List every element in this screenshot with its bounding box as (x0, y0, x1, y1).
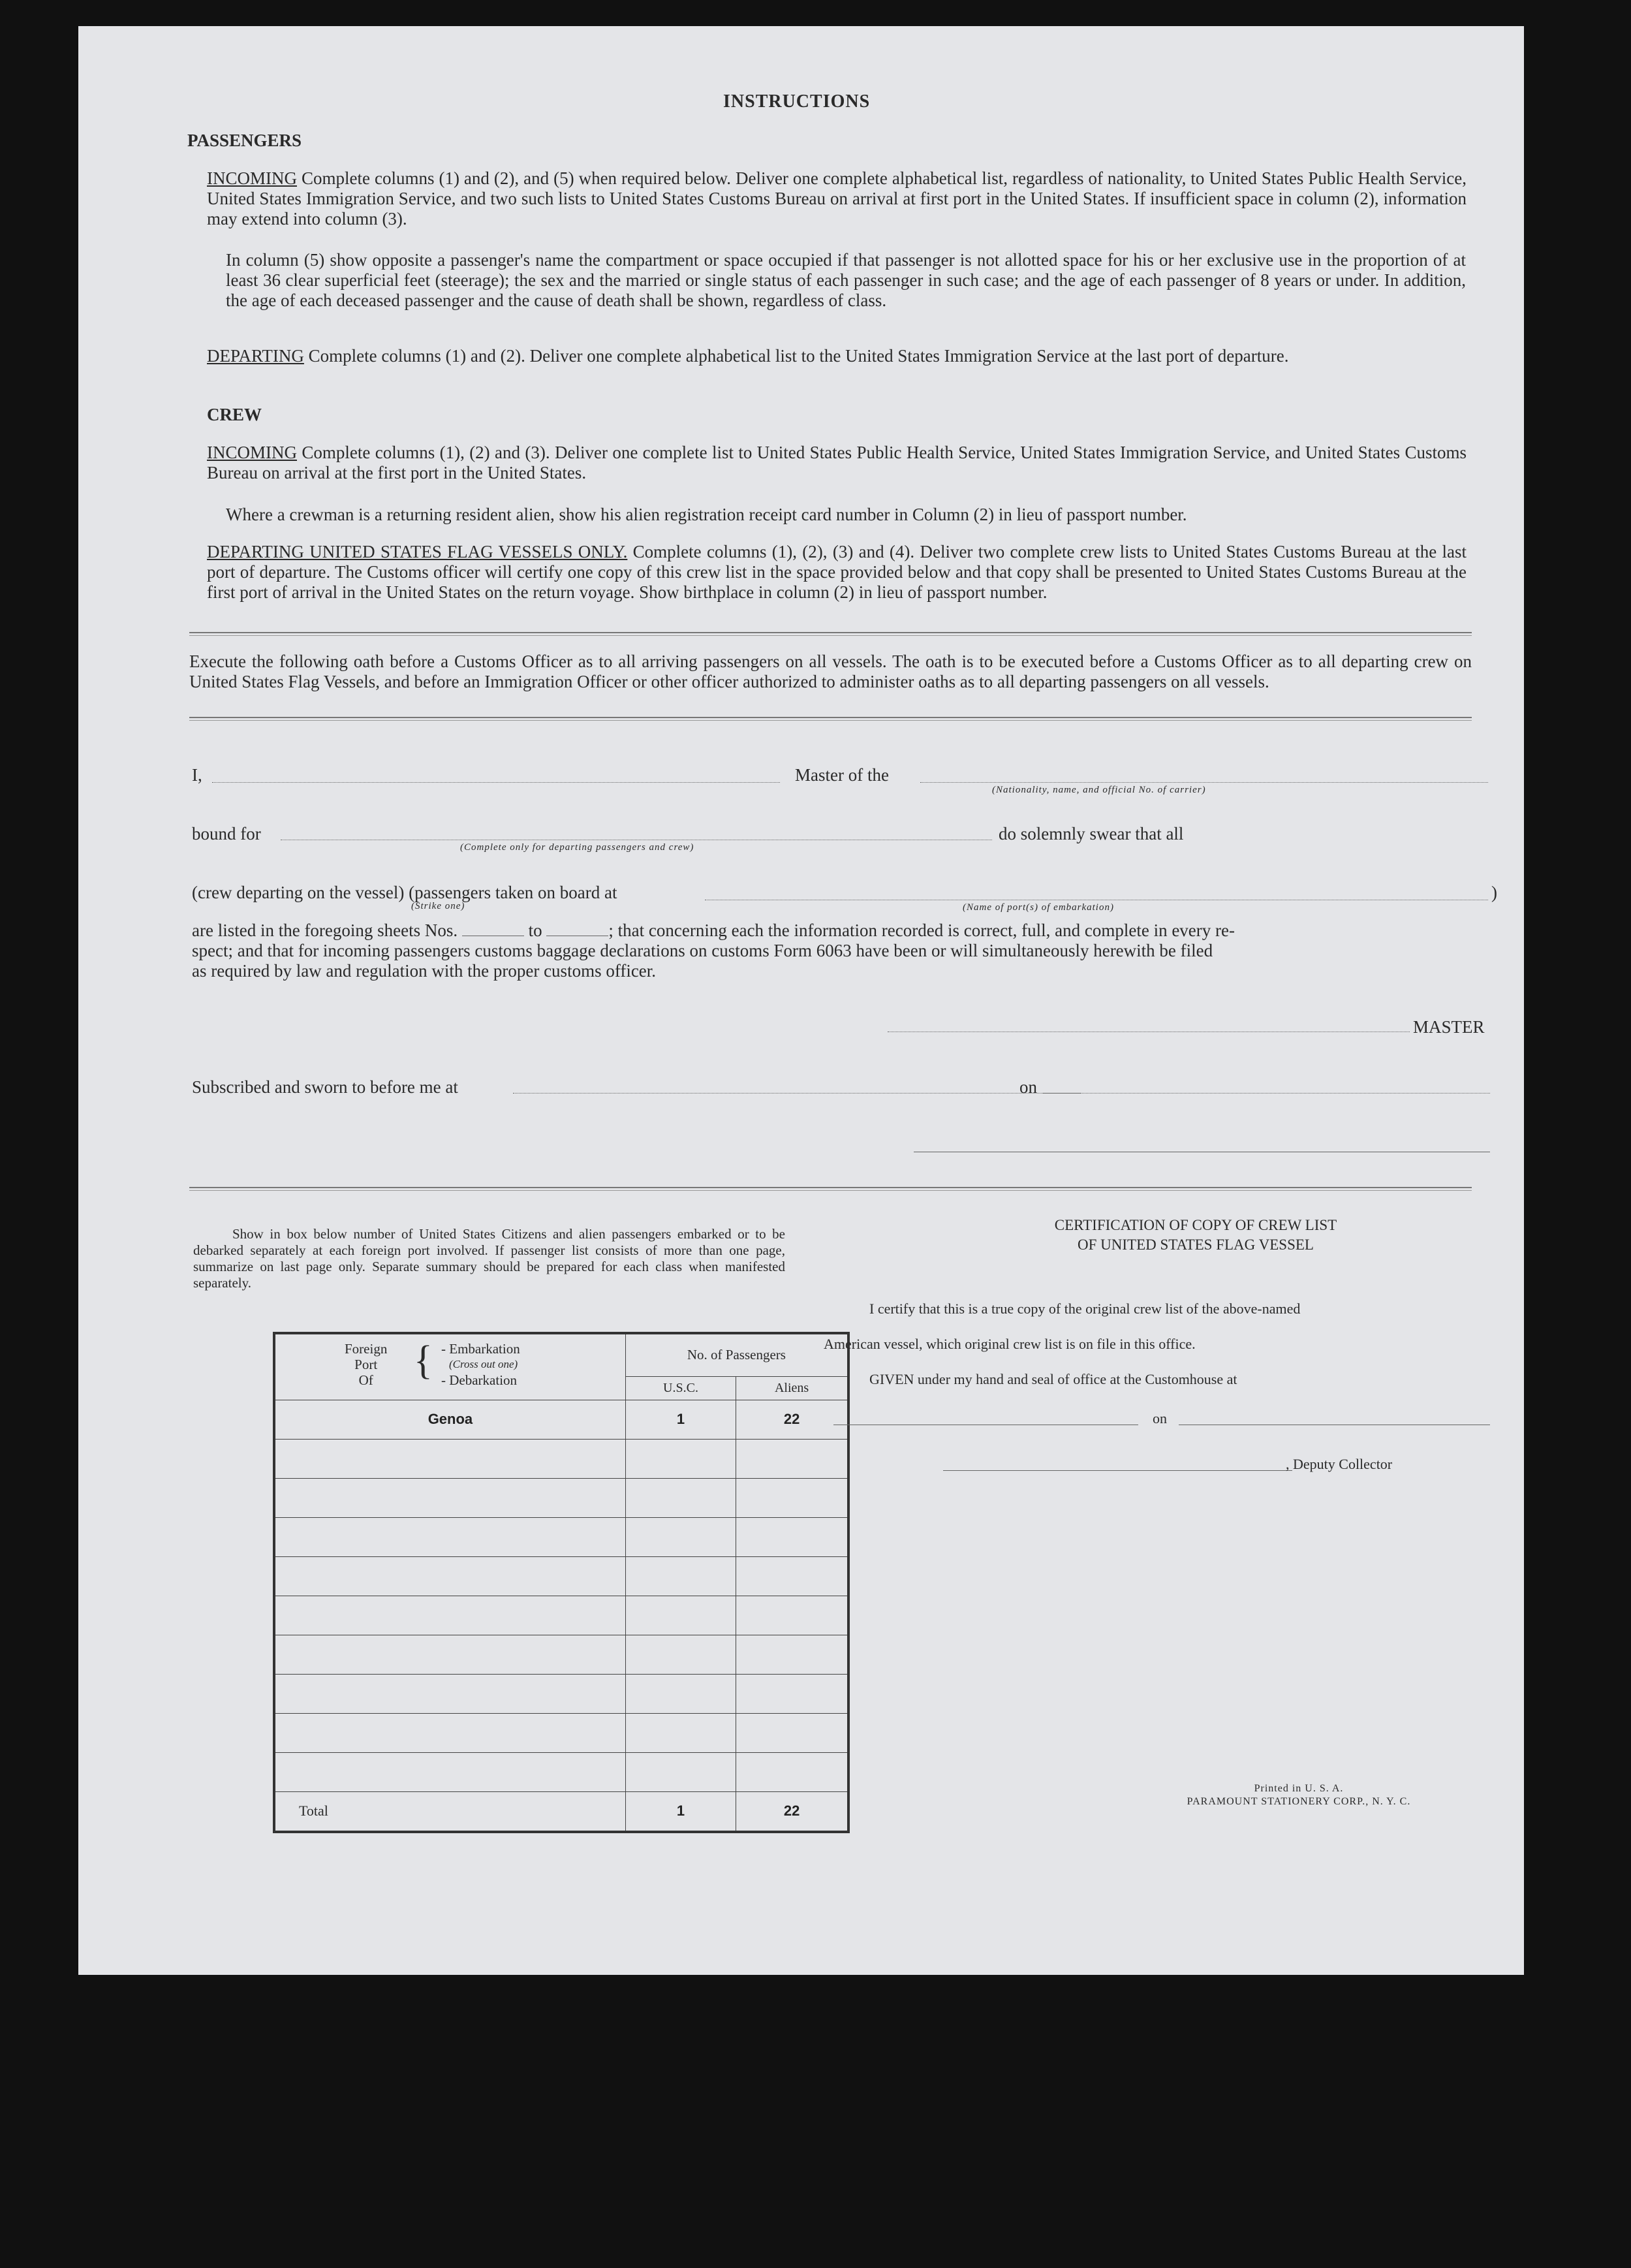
port-cell[interactable] (274, 1752, 625, 1791)
passengers-heading: PASSENGERS (187, 131, 302, 150)
total-row (274, 1791, 848, 1832)
returning-alien-paragraph: Where a crewman is a returning resident alien, show his alien registration receipt card number in Column (2) in lieu of passport number. (226, 505, 1187, 524)
port-cell[interactable] (274, 1478, 625, 1517)
total-label: Total (274, 1791, 625, 1832)
sworn-on-label: on (1019, 1077, 1037, 1097)
master-name-field[interactable] (212, 782, 780, 783)
passengers-incoming-paragraph (207, 168, 1467, 229)
table-row (274, 1752, 848, 1791)
sworn-date-field[interactable] (1043, 1093, 1490, 1094)
usc-cell[interactable] (625, 1752, 736, 1791)
strike-one-caption: (Strike one) (411, 901, 465, 911)
passengers-departing-paragraph (207, 346, 1467, 366)
usc-cell[interactable] (625, 1596, 736, 1635)
table-row (274, 1674, 848, 1713)
usc-cell[interactable] (625, 1478, 736, 1517)
incoming-label: INCOMING (207, 168, 297, 188)
deputy-collector-label: , Deputy Collector (1286, 1456, 1393, 1472)
usc-header: U.S.C. (625, 1376, 736, 1400)
departing-text: Complete columns (1) and (2). Deliver one complete alphabetical list to the United States Immigration Service at the last port of departure. (308, 346, 1289, 366)
usc-cell[interactable] (625, 1713, 736, 1752)
listed-to: to (528, 921, 542, 940)
usc-cell[interactable] (625, 1635, 736, 1674)
listed-text-a: are listed in the foregoing sheets Nos. (192, 921, 458, 940)
table-row (274, 1517, 848, 1556)
table-row (274, 1713, 848, 1752)
crew-departing-text: (crew departing on the vessel) (passengers taken on board at (192, 883, 617, 902)
table-row (274, 1439, 848, 1478)
certification-title-line2: OF UNITED STATES FLAG VESSEL (1078, 1236, 1314, 1253)
carrier-field[interactable] (920, 782, 1488, 783)
aliens-cell[interactable]: 22 (736, 1400, 848, 1439)
port-cell[interactable]: Genoa (274, 1400, 625, 1439)
usc-cell[interactable] (625, 1556, 736, 1596)
of-label: Of (358, 1372, 373, 1388)
aliens-cell[interactable] (736, 1596, 848, 1635)
cross-out-note: (Cross out one) (449, 1358, 518, 1370)
port-cell[interactable] (274, 1635, 625, 1674)
table-row (274, 1478, 848, 1517)
listed-sheets-text (192, 921, 1478, 981)
foreign-label: Foreign (345, 1341, 388, 1357)
printer-imprint (1074, 1782, 1524, 1808)
listed-text-b: ; that concerning each the information recorded is correct, full, and complete in every re- (608, 921, 1235, 940)
divider (189, 632, 1472, 636)
certify-line1: I certify that this is a true copy of the original crew list of the above-named (869, 1300, 1301, 1317)
usc-cell[interactable] (625, 1674, 736, 1713)
listed-text-c: spect; and that for incoming passengers customs baggage declarations on customs Form 6063 have been or will simultaneously herewith be filed (192, 941, 1213, 960)
table-row (274, 1635, 848, 1674)
listed-text-d: as required by law and regulation with the proper customs officer. (192, 961, 657, 981)
aliens-cell[interactable] (736, 1635, 848, 1674)
column5-paragraph: In column (5) show opposite a passenger's name the compartment or space occupied if that passenger is not allotted space for his or her exclusive use in the proportion of at least 36 clear superficial feet (steerage); the sex and the married or single status of each passenger in such case; and the age of each passenger of 8 years or under. In addition, the age of each deceased passenger and the cause of death shall be shown, regardless of class. (226, 250, 1466, 310)
debarkation-option[interactable]: - Debarkation (441, 1372, 518, 1388)
aliens-cell[interactable] (736, 1439, 848, 1478)
given-text: GIVEN under my hand and seal of office at the Customhouse at (869, 1371, 1237, 1387)
port-header-cell (274, 1333, 625, 1400)
port-cell[interactable] (274, 1713, 625, 1752)
crew-incoming-label: INCOMING (207, 443, 297, 462)
total-usc-cell[interactable]: 1 (625, 1791, 736, 1832)
certification-title (948, 1216, 1444, 1255)
divider (189, 717, 1472, 721)
cert-on-label: on (1153, 1410, 1167, 1426)
usc-cell[interactable]: 1 (625, 1400, 736, 1439)
total-aliens-cell[interactable]: 22 (736, 1791, 848, 1832)
deputy-signature-field[interactable] (943, 1470, 1292, 1471)
port-cell[interactable] (274, 1439, 625, 1478)
crew-departing-text: Complete columns (1), (2), (3) and (4). Deliver two complete crew lists to United States Customs Bureau at the last port of departure. The Customs officer will certify one copy of this crew list in the space provided below and that copy shall be presented to United States Customs Bureau at the first port of arrival in the United States on the return voyage. Show birthplace in column (2) in lieu of passport number. (207, 542, 1467, 602)
box-instructions: Show in box below number of United States Citizens and alien passengers embarked or to be debarked separately at each foreign port involved. If passenger list consists of more than one page, summarize on last page only. Separate summary should be prepared for each class when manifested separately. (193, 1226, 785, 1291)
no-passengers-header: No. of Passengers (625, 1333, 848, 1376)
usc-cell[interactable] (625, 1517, 736, 1556)
aliens-header: Aliens (736, 1376, 848, 1400)
instructions-title: INSTRUCTIONS (723, 91, 871, 112)
port-cell[interactable] (274, 1674, 625, 1713)
oath-i-label: I, (192, 765, 202, 785)
table-row (274, 1596, 848, 1635)
document-page (78, 26, 1524, 1975)
aliens-cell[interactable] (736, 1556, 848, 1596)
port-cell[interactable] (274, 1517, 625, 1556)
table-row (274, 1400, 848, 1439)
embarkation-option[interactable]: - Embarkation (441, 1341, 520, 1357)
sworn-place-field[interactable] (513, 1093, 1081, 1094)
aliens-cell[interactable] (736, 1517, 848, 1556)
aliens-cell[interactable] (736, 1752, 848, 1791)
brace-icon: { (414, 1337, 433, 1383)
port-cell[interactable] (274, 1556, 625, 1596)
subscribed-label: Subscribed and sworn to before me at (192, 1077, 458, 1097)
aliens-cell[interactable] (736, 1713, 848, 1752)
ports-caption: (Name of port(s) of embarkation) (963, 902, 1114, 913)
close-paren: ) (1491, 883, 1497, 902)
usc-cell[interactable] (625, 1439, 736, 1478)
divider (189, 1187, 1472, 1191)
bound-for-label: bound for (192, 824, 261, 843)
departing-label: DEPARTING (207, 346, 304, 366)
port-label: Port (354, 1357, 378, 1372)
incoming-text: Complete columns (1) and (2), and (5) when required below. Deliver one complete alphabetical list, regardless of nationality, to United States Public Health Service, United States Immigration Service, and two such lists to United States Customs Bureau on arrival at first port in the United States. If insufficient space in column (2), information may extend into column (3). (207, 168, 1467, 228)
aliens-cell[interactable] (736, 1478, 848, 1517)
printed-in-usa: Printed in U. S. A. (1254, 1783, 1344, 1794)
master-label: MASTER (1413, 1017, 1485, 1037)
certification-title-line1: CERTIFICATION OF COPY OF CREW LIST (1054, 1217, 1337, 1233)
carrier-caption: (Nationality, name, and official No. of carrier) (992, 785, 1206, 795)
aliens-cell[interactable] (736, 1674, 848, 1713)
crew-incoming-paragraph (207, 443, 1467, 483)
crew-departing-paragraph (207, 542, 1467, 603)
crew-heading: CREW (207, 405, 262, 424)
certify-line2: American vessel, which original crew list is on file in this office. (824, 1336, 1196, 1352)
bound-caption: (Complete only for departing passengers and crew) (460, 842, 694, 853)
port-cell[interactable] (274, 1596, 625, 1635)
ports-summary-table (273, 1332, 850, 1833)
printer-name: PARAMOUNT STATIONERY CORP., N. Y. C. (1187, 1796, 1411, 1807)
master-of-the-label: Master of the (795, 765, 889, 785)
swear-text: do solemnly swear that all (999, 824, 1184, 843)
crew-departing-label: DEPARTING UNITED STATES FLAG VESSELS ONLY. (207, 542, 628, 561)
table-row (274, 1556, 848, 1596)
crew-incoming-text: Complete columns (1), (2) and (3). Deliver one complete list to United States Public Health Service, United States Immigration Service, and United States Customs Bureau on arrival at the first port in the United States. (207, 443, 1467, 482)
oath-instructions: Execute the following oath before a Customs Officer as to all arriving passengers on all vessels. The oath is to be executed before a Customs Officer as to all departing crew on United States Flag Vessels, and before an Immigration Officer or other officer authorized to administer oaths as to all departing passengers on all vessels. (189, 652, 1472, 691)
